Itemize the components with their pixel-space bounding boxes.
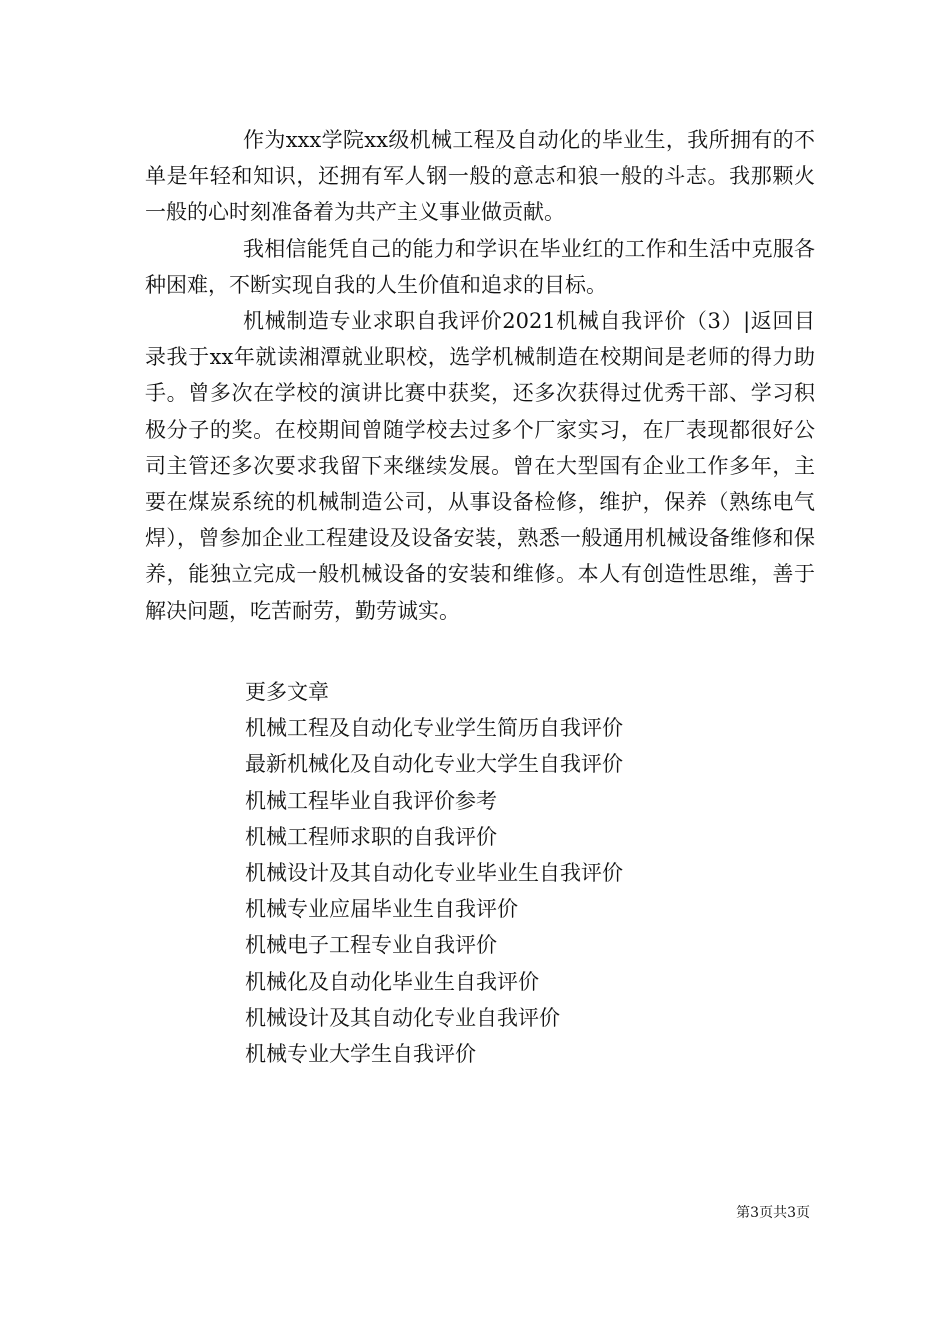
more-article-link[interactable]: 机械设计及其自动化专业自我评价 — [245, 1005, 560, 1030]
more-article-link[interactable]: 机械电子工程专业自我评价 — [245, 933, 497, 958]
paragraph-1: 作为xxx学院xx级机械工程及自动化的毕业生，我所拥有的不单是年轻和知识，还拥有军人钢一般的意志和狼一般的斗志。我那颗火一般的心时刻准备着为共产主义事业做贡献。 — [145, 128, 815, 225]
paragraph-2: 我相信能凭自己的能力和学识在毕业红的工作和生活中克服各种困难，不断实现自我的人生价值和追求的目标。 — [145, 236, 815, 297]
page-number: 第3页共3页 — [736, 1205, 810, 1221]
more-article-link[interactable]: 机械工程师求职的自我评价 — [245, 824, 497, 849]
more-article-link[interactable]: 机械工程毕业自我评价参考 — [245, 788, 497, 813]
more-articles-section — [245, 674, 805, 1072]
more-article-link[interactable]: 机械设计及其自动化专业毕业生自我评价 — [245, 860, 623, 885]
more-article-link[interactable]: 机械工程及自动化专业学生简历自我评价 — [245, 716, 623, 741]
paragraph-3: 机械制造专业求职自我评价2021机械自我评价（3）|返回目录我于xx年就读湘潭就业职校，选学机械制造在校期间是老师的得力助手。曾多次在学校的演讲比赛中获奖，还多次获得过优秀干部、学习积极分子的奖。在校期间曾随学校去过多个厂家实习，在厂表现都很好公司主管还多次要求我留下来继续发展。曾在大型国有企业工作多年，主要在煤炭系统的机械制造公司，从事设备检修，维护，保养（熟练电气焊），曾参加企业工程建设及设备安装，熟悉一般通用机械设备维修和保养，能独立完成一般机械设备的安装和维修。本人有创造性思维，善于解决问题，吃苦耐劳，勤劳诚实。 — [145, 309, 815, 623]
more-article-link[interactable]: 机械专业大学生自我评价 — [245, 1041, 476, 1066]
more-article-link[interactable]: 机械化及自动化毕业生自我评价 — [245, 969, 539, 994]
more-article-link[interactable]: 最新机械化及自动化专业大学生自我评价 — [245, 752, 623, 777]
more-articles-list — [245, 710, 805, 1072]
body-text — [145, 122, 815, 629]
more-articles-heading: 更多文章 — [245, 680, 329, 704]
more-article-link[interactable]: 机械专业应届毕业生自我评价 — [245, 897, 518, 922]
